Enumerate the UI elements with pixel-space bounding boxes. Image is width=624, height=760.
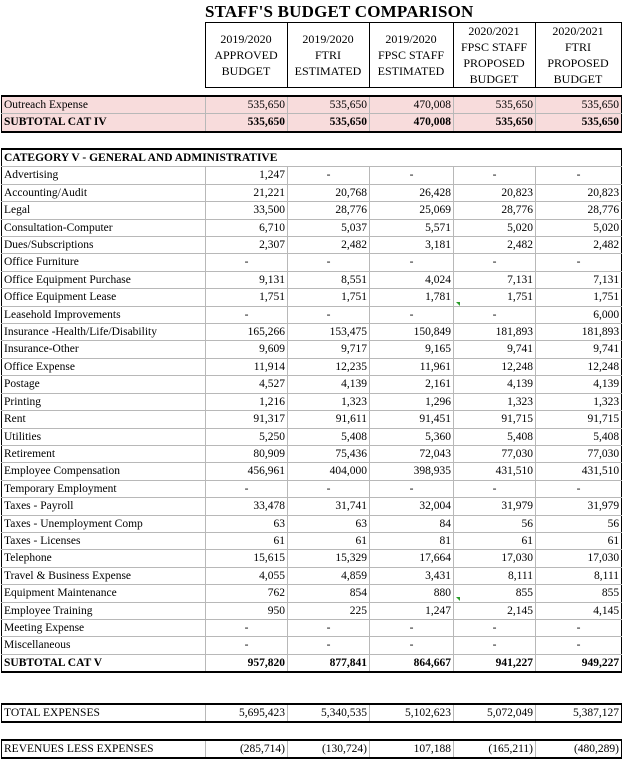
row-label: Legal <box>2 202 206 219</box>
row-value: 535,650 <box>536 114 622 132</box>
row-value: 91,715 <box>536 411 622 428</box>
row-label: Miscellaneous <box>2 637 206 654</box>
row-value: 91,317 <box>206 411 288 428</box>
row-value: 8,551 <box>288 271 370 288</box>
row-label: Office Furniture <box>2 254 206 271</box>
row-value: 5,408 <box>288 428 370 445</box>
line-item-row <box>2 498 622 515</box>
row-value: 431,510 <box>536 463 622 480</box>
row-value: 91,611 <box>288 411 370 428</box>
col-header-line: BUDGET <box>553 72 603 86</box>
row-value: 107,188 <box>370 740 454 758</box>
row-value: 17,664 <box>370 550 454 567</box>
col-header-line: PROPOSED <box>463 56 525 70</box>
col-header-line: BUDGET <box>221 64 271 78</box>
row-value: 2,482 <box>536 237 622 254</box>
row-value: 12,248 <box>536 358 622 375</box>
row-value: 28,776 <box>288 202 370 219</box>
category-v-table <box>1 148 622 673</box>
col-header-ftri-est <box>287 23 369 88</box>
total-expenses-row <box>2 704 622 722</box>
row-value: - <box>288 637 370 654</box>
row-value: - <box>454 480 536 497</box>
row-value: 153,475 <box>288 324 370 341</box>
row-value: 5,571 <box>370 219 454 236</box>
row-value: 880 <box>370 585 454 602</box>
line-item-row <box>2 202 622 219</box>
row-label: Office Expense <box>2 358 206 375</box>
row-value: 61 <box>454 532 536 549</box>
line-item-row <box>2 480 622 497</box>
col-header-line: BUDGET <box>469 72 519 86</box>
row-value: 61 <box>536 532 622 549</box>
row-value: 5,072,049 <box>454 704 536 722</box>
row-value: 1,751 <box>288 289 370 306</box>
row-value: 855 <box>536 585 622 602</box>
row-value: - <box>370 306 454 323</box>
row-label: Telephone <box>2 550 206 567</box>
row-value: 31,741 <box>288 498 370 515</box>
row-value: 4,024 <box>370 271 454 288</box>
row-value: - <box>206 480 288 497</box>
row-label: Taxes - Licenses <box>2 532 206 549</box>
line-item-row <box>2 306 622 323</box>
row-value: (165,211) <box>454 740 536 758</box>
row-value: 8,111 <box>536 567 622 584</box>
column-header-table <box>1 22 622 88</box>
col-header-line: 2019/2020 <box>302 32 354 46</box>
row-value: - <box>206 619 288 636</box>
line-item-row <box>2 567 622 584</box>
category-v-heading: CATEGORY V - GENERAL AND ADMINISTRATIVE <box>2 149 622 167</box>
col-header-line: ESTIMATED <box>294 64 362 78</box>
row-value: 1,323 <box>454 393 536 410</box>
row-value: 12,248 <box>454 358 536 375</box>
row-label: Postage <box>2 376 206 393</box>
row-value: 398,935 <box>370 463 454 480</box>
row-value: 28,776 <box>536 202 622 219</box>
row-value: 5,250 <box>206 428 288 445</box>
row-value: 535,650 <box>536 96 622 114</box>
category-iv-table <box>1 95 622 133</box>
row-value: 941,227 <box>454 654 536 672</box>
row-label: Meeting Expense <box>2 619 206 636</box>
row-value: 535,650 <box>206 96 288 114</box>
row-label: Taxes - Unemployment Comp <box>2 515 206 532</box>
row-label: Office Equipment Lease <box>2 289 206 306</box>
line-item-row <box>2 393 622 410</box>
row-value: 456,961 <box>206 463 288 480</box>
row-value: 855 <box>454 585 536 602</box>
row-value: 1,216 <box>206 393 288 410</box>
row-value: - <box>288 619 370 636</box>
col-header-line: FTRI <box>564 40 591 54</box>
row-value: 31,979 <box>454 498 536 515</box>
row-value: 12,235 <box>288 358 370 375</box>
row-label: SUBTOTAL CAT V <box>2 654 206 672</box>
row-value: 854 <box>288 585 370 602</box>
row-value: 404,000 <box>288 463 370 480</box>
row-label: Employee Training <box>2 602 206 619</box>
row-value: 56 <box>536 515 622 532</box>
subtotal-cat-iv-row <box>2 114 622 132</box>
row-value: 5,695,423 <box>206 704 288 722</box>
col-header-line: FPSC STAFF <box>460 40 528 54</box>
row-value: - <box>536 619 622 636</box>
row-value: 5,037 <box>288 219 370 236</box>
col-header-fpsc-est <box>369 23 453 88</box>
row-value: 61 <box>206 532 288 549</box>
col-header-fpsc-prop <box>453 23 535 88</box>
comment-marker-icon <box>456 302 460 306</box>
row-value: 864,667 <box>370 654 454 672</box>
row-value: 1,323 <box>536 393 622 410</box>
row-label: Insurance -Health/Life/Disability <box>2 324 206 341</box>
row-value: - <box>370 254 454 271</box>
row-value: - <box>370 637 454 654</box>
row-value: 9,717 <box>288 341 370 358</box>
row-value: 535,650 <box>454 96 536 114</box>
row-label: Retirement <box>2 445 206 462</box>
col-header-line: PROPOSED <box>547 56 609 70</box>
row-label: Rent <box>2 411 206 428</box>
row-value: - <box>206 637 288 654</box>
row-value: - <box>454 254 536 271</box>
row-value: 7,131 <box>454 271 536 288</box>
subtotal-cat-v-row <box>2 654 622 672</box>
row-value: - <box>454 306 536 323</box>
line-item-row <box>2 237 622 254</box>
row-value: 61 <box>288 532 370 549</box>
row-value: 4,859 <box>288 567 370 584</box>
row-value: 1,247 <box>206 167 288 184</box>
row-value: 2,145 <box>454 602 536 619</box>
row-value: 28,776 <box>454 202 536 219</box>
row-value: 9,609 <box>206 341 288 358</box>
row-value: - <box>288 480 370 497</box>
row-value: 957,820 <box>206 654 288 672</box>
row-value: 3,431 <box>370 567 454 584</box>
row-label: Temporary Employment <box>2 480 206 497</box>
row-value: 63 <box>288 515 370 532</box>
row-value: - <box>536 480 622 497</box>
row-value: 225 <box>288 602 370 619</box>
row-value: 2,161 <box>370 376 454 393</box>
row-value: 91,715 <box>454 411 536 428</box>
row-value: 21,221 <box>206 184 288 201</box>
row-value: 77,030 <box>454 445 536 462</box>
col-header-line: FTRI <box>314 48 341 62</box>
line-item-row <box>2 341 622 358</box>
line-item-row <box>2 602 622 619</box>
row-value: 2,482 <box>288 237 370 254</box>
row-label: Utilities <box>2 428 206 445</box>
row-value: 1,323 <box>288 393 370 410</box>
row-value: 80,909 <box>206 445 288 462</box>
row-label: Equipment Maintenance <box>2 585 206 602</box>
header-blank-cell <box>1 23 205 88</box>
row-value: 32,004 <box>370 498 454 515</box>
row-label: Employee Compensation <box>2 463 206 480</box>
row-value: 150,849 <box>370 324 454 341</box>
row-value: 77,030 <box>536 445 622 462</box>
row-value: 1,751 <box>454 289 536 306</box>
line-item-row <box>2 376 622 393</box>
row-value: 1,781 <box>370 289 454 306</box>
row-value: 26,428 <box>370 184 454 201</box>
row-label: Dues/Subscriptions <box>2 237 206 254</box>
row-value: - <box>536 637 622 654</box>
row-value: - <box>454 637 536 654</box>
row-value: 1,751 <box>536 289 622 306</box>
row-value: 33,500 <box>206 202 288 219</box>
row-value: 5,020 <box>454 219 536 236</box>
row-value: 5,020 <box>536 219 622 236</box>
row-value: - <box>536 167 622 184</box>
row-value: 9,741 <box>454 341 536 358</box>
row-value: 4,527 <box>206 376 288 393</box>
line-item-row <box>2 219 622 236</box>
line-item-row <box>2 463 622 480</box>
line-item-row <box>2 184 622 201</box>
row-value: 2,307 <box>206 237 288 254</box>
row-value: - <box>206 306 288 323</box>
revenues-less-expenses-row <box>2 740 622 758</box>
line-item-row <box>2 324 622 341</box>
col-header-line: 2019/2020 <box>385 32 437 46</box>
row-value: 11,914 <box>206 358 288 375</box>
line-item-row <box>2 585 622 602</box>
row-value: 91,451 <box>370 411 454 428</box>
row-value: 72,043 <box>370 445 454 462</box>
row-label: Advertising <box>2 167 206 184</box>
row-value: 11,961 <box>370 358 454 375</box>
row-value: 9,165 <box>370 341 454 358</box>
row-value: 4,145 <box>536 602 622 619</box>
row-value: 181,893 <box>536 324 622 341</box>
line-item-row <box>2 637 622 654</box>
row-label: Consultation-Computer <box>2 219 206 236</box>
row-value: 535,650 <box>206 114 288 132</box>
line-item-row <box>2 167 622 184</box>
row-value: 2,482 <box>454 237 536 254</box>
line-item-row <box>2 428 622 445</box>
col-header-line: 2020/2021 <box>552 24 604 38</box>
row-label: Insurance-Other <box>2 341 206 358</box>
row-value: 762 <box>206 585 288 602</box>
row-value: 950 <box>206 602 288 619</box>
comment-marker-icon <box>456 597 460 601</box>
row-value: 949,227 <box>536 654 622 672</box>
row-value: 20,768 <box>288 184 370 201</box>
row-value: 1,751 <box>206 289 288 306</box>
col-header-line: 2020/2021 <box>468 24 520 38</box>
row-value: 470,008 <box>370 96 454 114</box>
row-value: 5,387,127 <box>536 704 622 722</box>
row-value: 9,741 <box>536 341 622 358</box>
col-header-line: ESTIMATED <box>377 64 445 78</box>
line-item-row <box>2 445 622 462</box>
row-value: 1,296 <box>370 393 454 410</box>
row-value: 84 <box>370 515 454 532</box>
row-value: - <box>370 167 454 184</box>
row-value: 25,069 <box>370 202 454 219</box>
row-label: SUBTOTAL CAT IV <box>2 114 206 132</box>
line-item-row <box>2 515 622 532</box>
outreach-expense-row <box>2 96 622 114</box>
row-value: 5,102,623 <box>370 704 454 722</box>
row-label: Leasehold Improvements <box>2 306 206 323</box>
category-v-heading-row <box>2 149 622 167</box>
total-expenses-table <box>1 703 622 723</box>
col-header-line: FPSC STAFF <box>377 48 445 62</box>
row-value: 470,008 <box>370 114 454 132</box>
row-value: (285,714) <box>206 740 288 758</box>
row-value: - <box>454 167 536 184</box>
row-value: - <box>206 254 288 271</box>
row-value: 3,181 <box>370 237 454 254</box>
row-value: 4,139 <box>454 376 536 393</box>
row-value: - <box>536 254 622 271</box>
row-value: 431,510 <box>454 463 536 480</box>
row-value: 15,615 <box>206 550 288 567</box>
line-item-row <box>2 550 622 567</box>
col-header-approved <box>205 23 287 88</box>
row-label: REVENUES LESS EXPENSES <box>2 740 206 758</box>
row-label: TOTAL EXPENSES <box>2 704 206 722</box>
row-value: (130,724) <box>288 740 370 758</box>
net-table <box>1 739 622 759</box>
row-value: 56 <box>454 515 536 532</box>
row-value: 5,408 <box>536 428 622 445</box>
row-label: Taxes - Payroll <box>2 498 206 515</box>
line-item-row <box>2 532 622 549</box>
row-value: 1,247 <box>370 602 454 619</box>
row-value: 877,841 <box>288 654 370 672</box>
row-label: Office Equipment Purchase <box>2 271 206 288</box>
col-header-line: 2019/2020 <box>220 32 272 46</box>
line-item-row <box>2 411 622 428</box>
row-value: 181,893 <box>454 324 536 341</box>
row-label: Accounting/Audit <box>2 184 206 201</box>
line-item-row <box>2 254 622 271</box>
row-value: 4,055 <box>206 567 288 584</box>
row-value: 535,650 <box>454 114 536 132</box>
row-value: 20,823 <box>536 184 622 201</box>
row-value: 20,823 <box>454 184 536 201</box>
row-value: 4,139 <box>288 376 370 393</box>
col-header-line: APPROVED <box>214 48 278 62</box>
row-value: 15,329 <box>288 550 370 567</box>
row-value: 5,408 <box>454 428 536 445</box>
sheet-title: STAFF'S BUDGET COMPARISON <box>205 2 474 21</box>
row-label: Printing <box>2 393 206 410</box>
row-value: 33,478 <box>206 498 288 515</box>
col-header-ftri-prop <box>535 23 621 88</box>
row-value: - <box>288 254 370 271</box>
row-value: 9,131 <box>206 271 288 288</box>
row-value: 17,030 <box>536 550 622 567</box>
row-value: 5,360 <box>370 428 454 445</box>
row-value: 8,111 <box>454 567 536 584</box>
row-value: 7,131 <box>536 271 622 288</box>
row-value: (480,289) <box>536 740 622 758</box>
row-value: - <box>370 619 454 636</box>
row-value: 4,139 <box>536 376 622 393</box>
row-label: Travel & Business Expense <box>2 567 206 584</box>
row-value: - <box>288 306 370 323</box>
row-value: 535,650 <box>288 114 370 132</box>
row-value: 17,030 <box>454 550 536 567</box>
row-value: 165,266 <box>206 324 288 341</box>
line-item-row <box>2 358 622 375</box>
row-value: 5,340,535 <box>288 704 370 722</box>
row-value: 75,436 <box>288 445 370 462</box>
row-value: 535,650 <box>288 96 370 114</box>
row-value: - <box>288 167 370 184</box>
row-value: 81 <box>370 532 454 549</box>
line-item-row <box>2 271 622 288</box>
line-item-row <box>2 619 622 636</box>
row-value: 6,000 <box>536 306 622 323</box>
row-value: - <box>454 619 536 636</box>
row-value: 31,979 <box>536 498 622 515</box>
row-value: - <box>370 480 454 497</box>
row-value: 63 <box>206 515 288 532</box>
row-label: Outreach Expense <box>2 96 206 114</box>
line-item-row <box>2 289 622 306</box>
row-value: 6,710 <box>206 219 288 236</box>
